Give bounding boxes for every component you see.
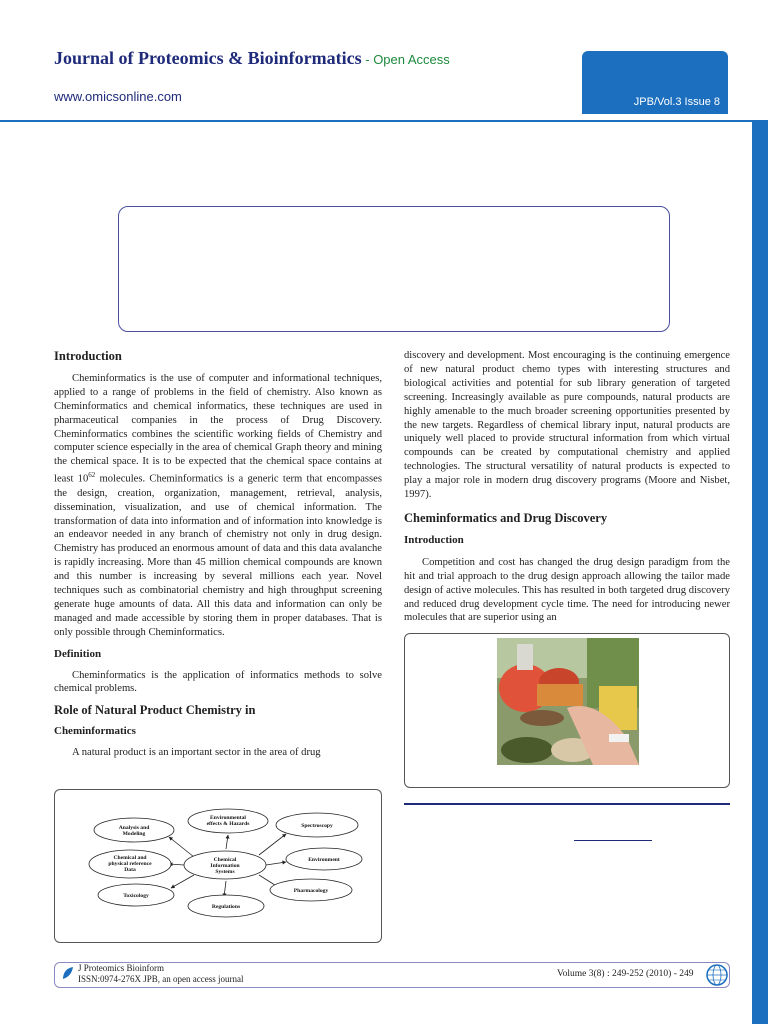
continued-paragraph: discovery and development. Most encouraging is the continuing emergence of new natural product chemo types with interesting structures and biological activities and potential for sub library generation of targeted screening. Increasingly available as pure compounds, natural products are highly amenable to the much broader screening opportunities presented by the new targets. Regardless of chemical library input, natural products are uniquely well placed to provide structural information from which virtual compounds can be created by computational chemistry and applied technologies. The structural versatility of natural products is expected to play a major role in modern drug discovery programs (Moore and Nisbet, 1997). xyxy=(404,350,730,501)
label-toxicology: Toxicology xyxy=(123,893,149,899)
introduction-heading: Introduction xyxy=(54,349,122,363)
label-center-1: Chemical xyxy=(213,857,237,863)
short-rule xyxy=(574,840,652,841)
journal-name: Journal of Proteomics & Bioinformatics xyxy=(54,48,362,68)
title-separator: - xyxy=(361,52,374,67)
arrow-environment xyxy=(266,862,286,865)
arrow-regulations xyxy=(224,881,226,897)
drug-discovery-heading: Cheminformatics and Drug Discovery xyxy=(404,510,608,525)
arrow-toxicology xyxy=(171,875,194,888)
label-center-3: Systems xyxy=(215,869,235,875)
left-column xyxy=(54,350,382,760)
definition-heading: Definition xyxy=(54,647,102,660)
right-column-rule xyxy=(404,803,730,805)
lab-photo xyxy=(497,638,639,765)
label-analysis-1: Analysis and xyxy=(118,825,150,831)
right-column xyxy=(404,349,730,625)
label-spectroscopy: Spectroscopy xyxy=(301,823,333,829)
label-chemical-ref-2: physical reference xyxy=(108,861,152,867)
label-pharmacology: Pharmacology xyxy=(293,888,329,894)
arrow-environmental xyxy=(226,835,228,849)
label-regulations: Regulations xyxy=(211,904,241,910)
label-chemical-ref-1: Chemical and xyxy=(113,855,147,861)
volume-badge xyxy=(582,51,728,114)
chemical-information-diagram xyxy=(54,789,382,943)
drug-design-paragraph: Competition and cost has changed the drug design paradigm from the hit and trial approach to the drug design approach allowing the tailor made design of active molecules. This has resulted in both targeted drug discovery and reduced drug development cycle time. The need for introducing newer molecules that are superior using an xyxy=(404,556,730,624)
introduction-paragraph xyxy=(54,372,382,640)
abstract-box xyxy=(118,206,670,332)
definition-paragraph: Cheminformatics is the application of informatics methods to solve chemical problems. xyxy=(54,669,382,695)
side-accent-bar xyxy=(752,120,768,1024)
footer-journal-abbrev: J Proteomics Bioinform xyxy=(78,963,164,973)
label-chemical-ref-3: Data xyxy=(124,867,136,873)
intro-text-2: molecules. Cheminformatics is a generic term that encompasses the design, creation, organization, management, retrieval, analysis, dissemination, visualization, and use of chemical information. The transformation of data into information and of information into knowledge is an endeavor needed in any branch of chemistry not only in drug design. Chemistry has produced an enormous amount of data and this data avalanche is rapidly increasing. More than 45 million chemical compounds are known and this number is increasing by several millions each year. Novel techniques such as combinatorial chemistry and high throughput screening generate huge amounts of data. All this data and information can only be managed and made accessible by storing them in proper databases. That is only possible through Cheminformatics. xyxy=(54,473,382,638)
globe-logo-icon xyxy=(705,963,729,987)
label-center-2: Information xyxy=(210,863,240,869)
footer-volume-pages: Volume 3(8) : 249-252 (2010) - 249 xyxy=(557,969,694,979)
intro-superscript: 62 xyxy=(88,471,96,480)
header-divider xyxy=(0,120,752,122)
open-access-label: Open Access xyxy=(373,52,450,67)
label-environment: Environment xyxy=(308,857,340,863)
arrow-analysis xyxy=(169,837,194,857)
label-environmental-1: Environmental xyxy=(210,815,246,821)
intro-text-1: Cheminformatics is the use of computer and informational techniques, applied to a range of problems in the field of chemistry. Also known as Cheminformatics and chemical informatics, these techniques are used in pharmaceutical companies in the process of Drug Discovery. Cheminformatics combines the scientific working fields of Chemistry and computer science especially in the area of chemical Graph theory and mining the chemical space. It is to be expected that the chemical space contains at least 10 xyxy=(54,372,382,485)
footer-leaf-icon xyxy=(62,966,74,980)
introduction-subheading: Introduction xyxy=(404,533,464,546)
journal-title xyxy=(54,48,450,69)
role-heading: Role of Natural Product Chemistry in xyxy=(54,703,256,718)
cheminformatics-subheading: Cheminformatics xyxy=(54,725,136,738)
label-analysis-2: Modeling xyxy=(122,831,146,837)
label-environmental-2: effects & Hazards xyxy=(206,821,250,827)
diagram-svg xyxy=(54,789,382,943)
website-link[interactable]: www.omicsonline.com xyxy=(54,89,182,104)
volume-issue: JPB/Vol.3 Issue 8 xyxy=(633,96,720,108)
natural-product-paragraph: A natural product is an important sector in the area of drug xyxy=(72,747,321,759)
footer-issn: ISSN:0974-276X JPB, an open access journal xyxy=(78,974,244,984)
arrow-spectroscopy xyxy=(259,834,286,855)
footer-citation xyxy=(78,963,243,985)
